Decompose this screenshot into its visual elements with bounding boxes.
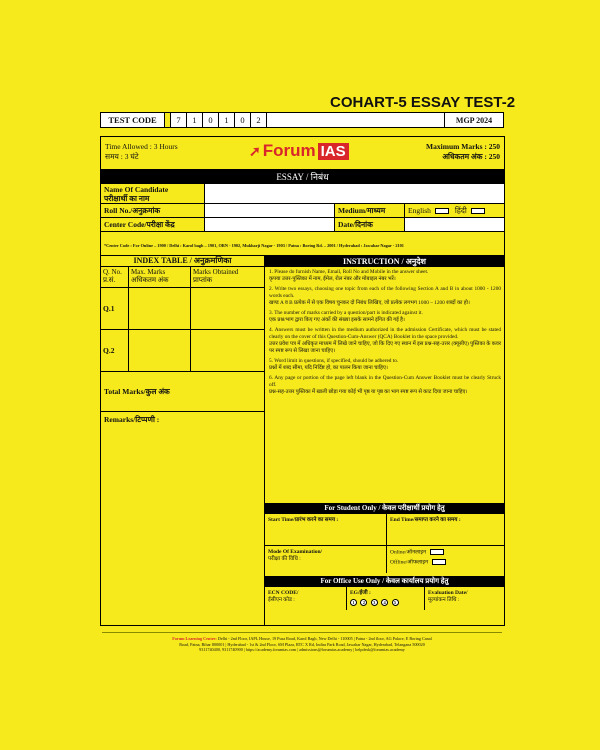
instruction-hi: खण्ड A व B प्रत्येक में से एक विषय चुनकर दो निबंध लिखिए, जो प्रत्येक लगभग 1000 – 1200 शब्दों का हो। [269, 300, 470, 306]
test-code-bar [100, 112, 504, 128]
english-checkbox[interactable] [435, 208, 449, 214]
mode-options [387, 546, 504, 573]
end-time[interactable]: End Time/समाप्त करने का समय : [390, 517, 461, 523]
footer-brand: Forum Learning Centre: [172, 636, 217, 641]
hindi-checkbox[interactable] [471, 208, 485, 214]
instruction-item [269, 310, 501, 324]
q1-obtained[interactable] [191, 288, 264, 329]
student-section [265, 503, 504, 573]
center-field[interactable] [205, 218, 335, 231]
eval-hi: मूल्यांकन तिथि : [428, 597, 460, 603]
test-code-digit: 1 [187, 113, 203, 127]
office-section [265, 576, 504, 610]
test-code-label: TEST CODE [101, 113, 165, 127]
date-label: Date/दिनांक [335, 218, 405, 231]
instruction-en: 3. The number of marks carried by a question/part is indicated against it. [269, 310, 423, 316]
name-label-en: Name Of Candidate [104, 185, 169, 194]
online-option [390, 549, 501, 556]
time-en: Time Allowed : 3 Hours [105, 142, 178, 151]
marks-hi: अधिकतम अंक : 250 [442, 152, 500, 161]
name-field[interactable] [205, 184, 504, 203]
ecn-en: ECN CODE/ [268, 590, 299, 596]
instruction-en: 5. Word limit in questions, if specified, should be adhered to. [269, 358, 399, 364]
student-bar: For Student Only / केवल परीक्षार्थी प्रयोग हेतु [265, 503, 504, 514]
table-row [101, 330, 264, 372]
offline-option [390, 559, 501, 566]
remarks: Remarks/टिप्पणी : [104, 415, 160, 424]
col-max-en: Max. Marks [131, 268, 166, 276]
q1-label: Q.1 [101, 288, 129, 329]
test-code-digit: 7 [171, 113, 187, 127]
name-row [101, 184, 504, 204]
grade-circle[interactable]: 2 [360, 599, 367, 606]
logo-forum: Forum [262, 141, 316, 160]
q1-max [129, 288, 191, 329]
office-bar: For Office Use Only / केवल कार्यालय प्रयोग हेतु [265, 576, 504, 587]
col-max [129, 267, 191, 287]
footer-rule [102, 632, 502, 633]
test-code-digit: 2 [251, 113, 267, 127]
col-obt-hi: प्राप्तांक [193, 276, 213, 284]
col-qno [101, 267, 129, 287]
medium-options [405, 204, 504, 217]
col-obtained [191, 267, 264, 287]
series-label: MGP 2024 [455, 115, 493, 125]
table-row [101, 288, 264, 330]
evaluation-date [425, 587, 504, 610]
test-code-digit: 1 [219, 113, 235, 127]
arrow-icon: ➚ [249, 142, 261, 159]
instruction-en: 4. Answers must be written in the medium authorized in the admission Certificate, which must be stated clearly on the cover of this Question-Cum-Answer (QCA) Booklet in the space provided. [269, 327, 501, 340]
q2-obtained[interactable] [191, 330, 264, 371]
office-row [265, 587, 504, 610]
english-label: English [408, 206, 431, 215]
forumias-logo [249, 141, 349, 161]
name-label-hi: परीक्षार्थी का नाम [104, 194, 150, 203]
footer-contacts: 9311740400, 9311740900 | https://academy.forumias.com | admissions@forumias.academy | helpdesk@forumias.academy [199, 647, 405, 653]
instruction-hi: उत्तर प्रवेश पत्र में अधिकृत माध्यम में लिखे जाने चाहिए, जो कि दिए गए स्थान में इस प्रश्न-सह-उत्तर (क्यूसीए) पुस्तिका के कवर पर स्पष्ट रूप से लिखा जाना चाहिए। [269, 341, 501, 354]
test-code-digit: 0 [235, 113, 251, 127]
total-marks: Total Marks/कुल अंक [101, 372, 264, 412]
instruction-hi: कृपया उत्तर-पुस्तिका में नाम, ईमेल, रोल नंबर और मोबाइल नंबर भरें। [269, 276, 396, 282]
start-time[interactable]: Start Time/प्रारंभ करने का समय : [265, 514, 387, 545]
roll-row [101, 204, 504, 218]
online-label: Online/ऑनलाइन [390, 549, 427, 556]
index-table [101, 255, 265, 625]
marks-en: Maximum Marks : 250 [426, 142, 500, 151]
footer-address2: Road, Patna, Bihar 800001 | Hyderabad - 1st & 2nd Floor, SM Plaza, RTC X Rd, Indira Park Road, Jawahar Nagar, Hyderabad, Telangana 500020 [179, 641, 425, 647]
instruction-hi: प्रश्नों में शब्द सीमा, यदि निर्दिष्ट हो, का पालन किया जाना चाहिए। [269, 365, 388, 371]
instruction-en: 2. Write two essays, choosing one topic from each of the following Section A and B in about 1000 - 1200 words each. [269, 286, 501, 299]
grade-circles [350, 599, 421, 607]
hindi-label: हिंदी [454, 206, 467, 215]
roll-label: Roll No./अनुक्रमांक [101, 204, 205, 217]
test-title: COHART-5 ESSAY TEST-2 [330, 94, 516, 111]
instruction-item [269, 358, 501, 372]
mode-label [265, 546, 387, 573]
ecn-hi: ईसीएन कोड : [268, 597, 295, 603]
grade-circle[interactable]: 4 [381, 599, 388, 606]
center-label: Center Code/परीक्षा केंद्र [101, 218, 205, 231]
mode-row [265, 546, 504, 573]
logo-ias: IAS [318, 143, 349, 160]
essay-bar: ESSAY / निबंध [101, 169, 504, 184]
medium-label: Medium/माध्यम [335, 204, 405, 217]
eval-en: Evaluation Date/ [428, 590, 468, 596]
answer-sheet-frame [100, 136, 505, 626]
offline-label: Offline/ऑफलाइन [390, 559, 429, 566]
instruction-en: 6. Any page or portion of the page left blank in the Question-Cum Answer Booklet must be clearly Struck off. [269, 375, 501, 388]
date-field[interactable] [405, 218, 504, 231]
instruction-item [269, 327, 501, 355]
instruction-hi: एक प्रश्न/भाग द्वारा किए गए अंकों की संख्या इसके सामने इंगित की गई है। [269, 317, 405, 323]
col-obt-en: Marks Obtained [193, 268, 239, 276]
eg-label: EG/ईजी : [350, 590, 371, 596]
instruction-item [269, 286, 501, 307]
q2-label: Q.2 [101, 330, 129, 371]
center-codes-note: *Center Code : For Online – 1900 / Delhi : Karol bagh – 1901, ORN - 1902, Mukharji Nagar - 1903 / Patna : Boring Rd. – 2001 / Hyderabad : Jawahar Nagar - 2101 [104, 243, 404, 248]
roll-field[interactable] [205, 204, 335, 217]
grade-circle[interactable]: 5 [392, 599, 399, 606]
center-row [101, 218, 504, 232]
q2-max [129, 330, 191, 371]
candidate-info [101, 184, 504, 232]
time-allowed [105, 142, 178, 162]
offline-checkbox[interactable] [432, 559, 446, 565]
online-checkbox[interactable] [430, 549, 444, 555]
sheet-header [101, 137, 504, 169]
eg-grade [347, 587, 425, 610]
footer-address1: Delhi - 2nd Floor, IAPL House, 19 Pusa Road, Karol Bagh, New Delhi - 110005 | Patna - 2nd floor, AG Palace, E Boring Canal [217, 636, 432, 641]
col-max-hi: अधिकतम अंक [131, 276, 169, 284]
instructions-list [265, 267, 504, 396]
col-qno-en: Q. No. [103, 268, 122, 276]
index-table-heading: INDEX TABLE / अनुक्रमणिका [101, 256, 264, 267]
instructions-heading: INSTRUCTION / अनुदेश [265, 256, 504, 267]
instruction-item [269, 375, 501, 396]
index-table-header [101, 267, 264, 288]
instruction-hi: प्रश्न-सह-उत्तर पुस्तिका में खाली छोड़ा गया कोई भी पृष्ठ या पृष्ठ का भाग स्पष्ट रूप से काट दिया जाना चाहिए। [269, 389, 468, 395]
maximum-marks [426, 142, 500, 162]
mode-hi: परीक्षा की विधि : [268, 556, 301, 562]
footer [102, 636, 502, 653]
time-row [265, 514, 504, 546]
instruction-item [269, 269, 501, 283]
instruction-en: 1. Please do furnish Name, Email, Roll No and Mobile in the answer sheet. [269, 269, 429, 275]
ecn-code [265, 587, 347, 610]
grade-circle[interactable]: 3 [371, 599, 378, 606]
test-code-digit: 0 [203, 113, 219, 127]
time-hi: समय : 3 घंटे [105, 152, 139, 161]
test-code-blank [267, 113, 445, 127]
grade-circle[interactable]: 1 [350, 599, 357, 606]
col-qno-hi: प्र.सं. [103, 276, 116, 284]
mode-en: Mode Of Examination/ [268, 549, 323, 555]
name-label [101, 184, 205, 203]
